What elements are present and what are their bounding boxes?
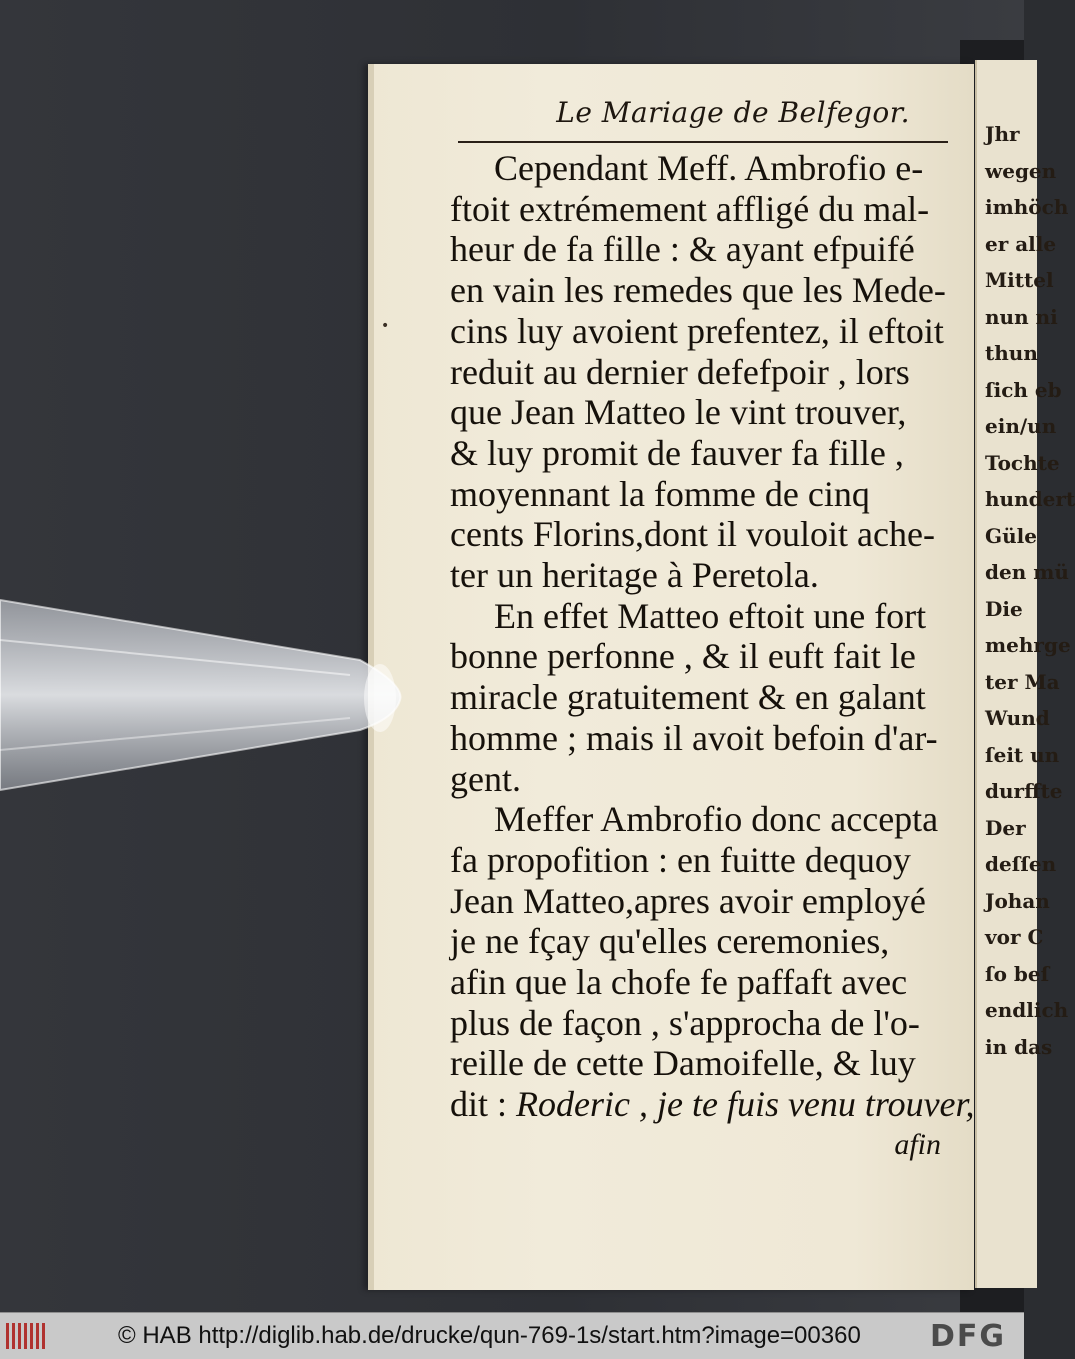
facing-page-fragment: ter Ma [985,669,1060,694]
last-line-italic: Roderic , je te fuis venu trouver, [516,1084,975,1125]
text-line: En effet Matteo eftoit une fort [494,595,927,636]
text-line: heur de fa fille : & ayant efpuifé [450,229,915,270]
facing-page-fragment: ein/un [985,414,1057,438]
dfg-logo: DFG [930,1319,1007,1354]
text-line: miracle gratuitement & en galant [450,677,926,718]
text-line: moyennant la fomme de cinq [450,473,870,514]
text-line: ter un heritage à Peretola. [450,555,819,596]
facing-page-fragment: thun [985,341,1038,365]
catchword: afin [894,1127,941,1161]
facing-page-fragment: Johan [985,888,1050,913]
text-line: que Jean Matteo le vint trouver, [450,392,907,433]
viewer-footer [0,1312,1024,1359]
facing-page-fragment: deſſen [985,852,1057,876]
text-line: fa propofition : en fuitte dequoy [450,839,911,880]
page-clip-holder [0,600,420,790]
facing-page-fragment: Jhr [985,122,1020,146]
facing-page-fragment: Mittel [985,268,1054,292]
text-line-last [450,1084,975,1125]
facing-page-fragment: wegen [985,158,1057,183]
facing-page-fragment: durffte [985,779,1063,803]
facing-page-fragment: ſo beſ [985,961,1050,986]
text-line: reduit au dernier defefpoir , lors [450,351,910,392]
facing-page-fragment: hundert [985,487,1075,511]
text-line: Cependant Meff. Ambrofio e- [494,148,924,188]
text-line: plus de façon , s'approcha de l'o- [450,1002,920,1043]
facing-page-fragment: vor C [985,925,1044,949]
facing-page-fragment: in das [985,1034,1053,1059]
text-line: Jean Matteo,apres avoir employé [450,880,926,921]
facing-page-fragment: mehrge [985,633,1071,657]
facing-page-fragment: Der [985,815,1026,840]
text-line: reille de cette Damoifelle, & luy [450,1043,916,1084]
barcode-icon [6,1323,48,1349]
text-line: Meffer Ambrofio donc accepta [494,799,939,840]
facing-page-fragment: Wund [985,706,1050,730]
margin-mark: • [381,318,390,334]
last-line-plain: dit : [450,1084,517,1125]
facing-page-fragment: den mü [985,560,1069,584]
facing-page-fragment: Die [985,596,1023,621]
text-line: gent. [450,758,521,799]
text-line: homme ; mais il avoit befoin d'ar- [450,717,938,758]
text-line: cents Florins,dont il vouloit ache- [450,514,935,555]
page-body-text [450,148,975,1166]
text-line: cins luy avoient prefentez, il eftoit [450,310,944,351]
facing-page-fragment: endlich [985,998,1069,1022]
facing-page-fragment: Güle [985,523,1037,548]
facing-page-fragment: er alle [985,231,1057,256]
facing-page [975,60,1075,1288]
text-line: ftoit extrémement affligé du mal- [450,188,930,229]
facing-page-fragment: nun ni [985,304,1058,329]
copyright-link[interactable]: © HAB http://diglib.hab.de/drucke/qun-769-1s/start.htm?image=00360 [118,1322,861,1349]
facing-page-fragment: ſeit un [985,742,1060,767]
text-line: afin que la chofe fe paffaft avec [450,962,908,1003]
text-line: en vain les remedes que les Mede- [450,270,946,311]
head-rule [458,141,948,143]
facing-page-fragment: imhöch [985,195,1069,219]
facing-page-fragment: Tochte [985,450,1060,475]
running-head: Le Mariage de Belfegor. [556,96,910,129]
text-line: je ne fçay qu'elles ceremonies, [450,921,890,962]
facing-page-fragment: ſich eb [985,377,1062,402]
text-line: bonne perfonne , & il euft fait le [450,636,916,677]
text-line: & luy promit de fauver fa fille , [450,432,904,473]
